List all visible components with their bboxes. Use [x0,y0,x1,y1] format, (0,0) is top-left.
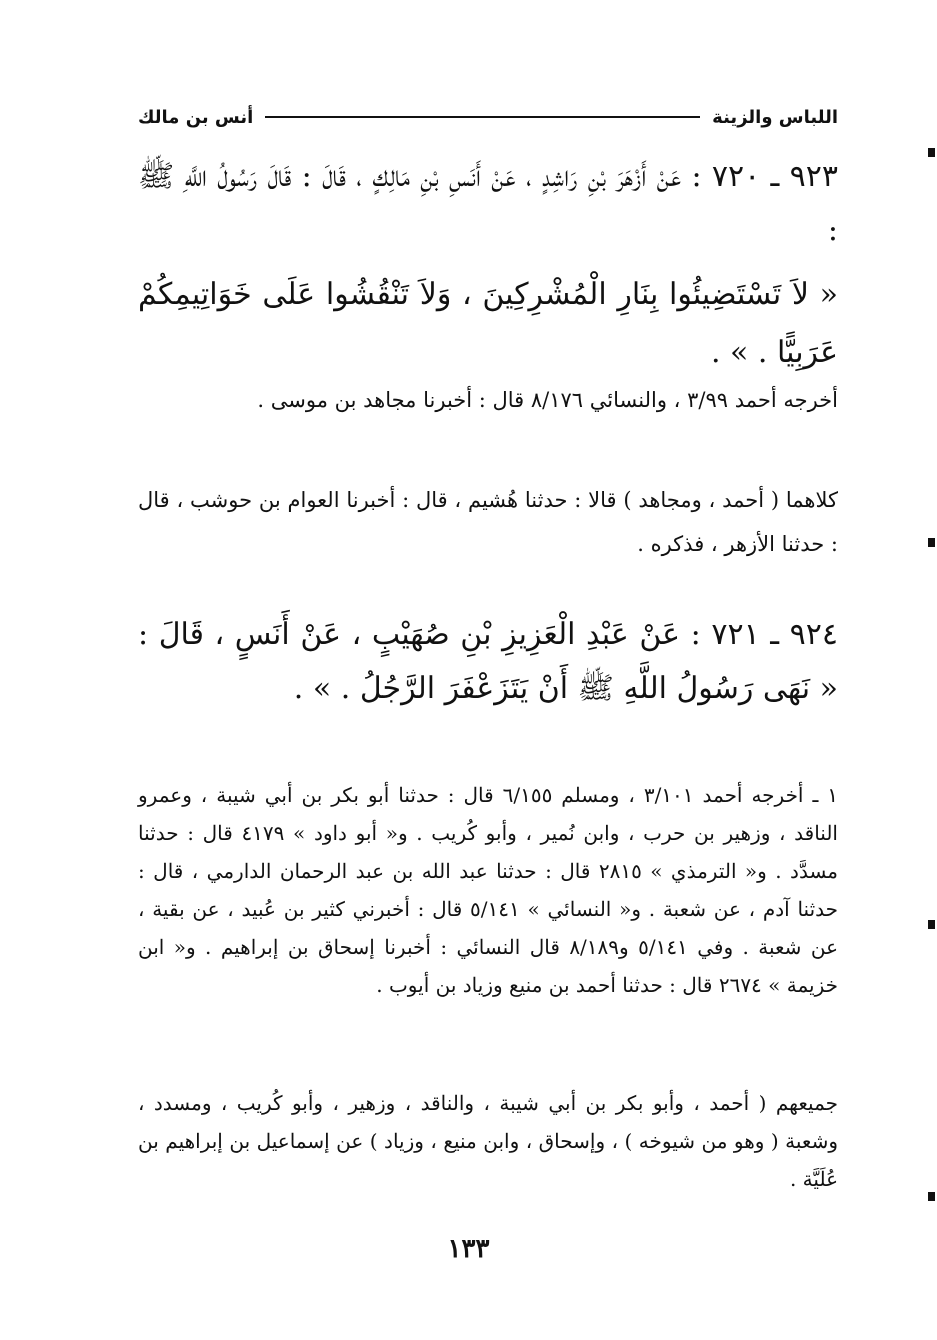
section-title: اللباس والزينة [712,106,838,128]
hadith-923-matn: « لاَ تَسْتَضِيئُوا بِنَارِ الْمُشْرِكِينَ ، وَلاَ تَنْقُشُوا عَلَى خَوَاتِيمِكُمْ عَرَبِيًّا . » . [138,277,838,370]
takhrij-923-paragraph-1: أخرجه أحمد ٣/٩٩ ، والنسائي ٨/١٧٦ قال : أخبرنا مجاهد بن موسى . [257,388,838,412]
footnote-paragraph-1: ١ ـ أخرجه أحمد ٣/١٠١ ، ومسلم ٦/١٥٥ قال : حدثنا أبو بكر بن أبي شيبة ، وعمرو الناقد ، وزهير بن حرب ، وابن نُمير ، وأبو كُريب . و« أبو داود » ٤١٧٩ قال : حدثنا مسدَّد . و« الترمذي » ٢٨١٥ قال : حدثنا عبد الله بن عبد الرحمان الدارمي ، قال : حدثنا آدم ، عن شعبة . و« النسائي » ٥/١٤١ قال : أخبرني كثير بن عُبيد ، عن بقية ، عن شعبة . وفي ٥/١٤١ و٨/١٨٩ قال النسائي : أخبرنا إسحاق بن إبراهيم . و« ابن خزيمة » ٢٦٧٤ قال : حدثنا أحمد بن منيع وزياد بن أيوب . [138,783,839,997]
margin-mark [928,538,935,547]
margin-mark [928,920,935,929]
narrator-title: أنس بن مالك [138,106,254,128]
running-header [138,100,838,134]
takhrij-923-paragraph-2: كلاهما ( أحمد ، ومجاهد ) قالا : حدثنا هُشيم ، قال : أخبرنا العوام بن حوشب ، قال : حدثنا الأزهر ، فذكره . [138,488,838,556]
hadith-924-text: ٩٢٤ ـ ٧٢١ : عَنْ عَبْدِ الْعَزِيزِ بْنِ صُهَيْبٍ ، عَنْ أَنَسٍ ، قَالَ : « نَهَى رَسُولُ اللَّهِ ﷺ أَنْ يَتَزَعْفَرَ الرَّجُلُ . » . [138,617,838,706]
margin-mark [928,148,935,157]
page-number: ١٣٣ [447,1234,490,1264]
margin-mark [928,1192,935,1201]
hadith-923-isnad: ٩٢٣ ـ ٧٢٠ : عَنْ أَزْهَرَ بْنِ رَاشِدٍ ، عَنْ أَنَسِ بْنِ مَالِكٍ ، قَالَ : قَالَ رَسُولُ اللَّهِ ﷺ : [138,159,838,248]
header-rule [265,116,700,118]
footnote-paragraph-2: جميعهم ( أحمد ، وأبو بكر بن أبي شيبة ، والناقد ، وزهير ، وأبو كُريب ، ومسدد ، وشعبة ( وهو من شيوخه ) ، وإسحاق ، وابن منيع ، وزياد ) عن إسماعيل بن إبراهيم بن عُلَيَّة . [138,1091,838,1191]
